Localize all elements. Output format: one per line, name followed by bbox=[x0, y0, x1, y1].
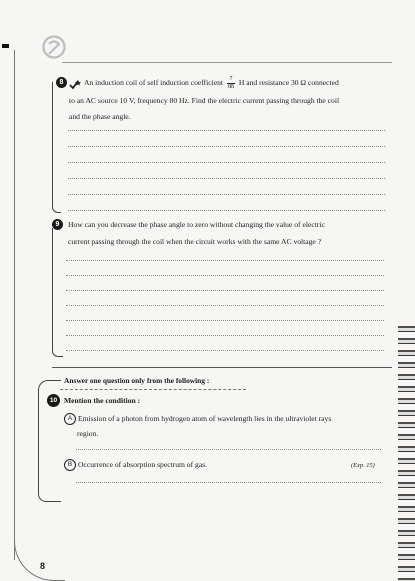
answer-line bbox=[66, 290, 384, 291]
option-b-source: (Exp. 15) bbox=[351, 462, 375, 469]
page-number: 8 bbox=[40, 561, 46, 571]
q8-line2: to an AC source 10 V, frequency 80 Hz. Find the electric current passing through the coil bbox=[69, 96, 340, 105]
q8-text-after-fraction: H and resistance 30 Ω connected bbox=[238, 78, 339, 87]
q8-line1 bbox=[84, 75, 339, 91]
answer-line bbox=[66, 260, 384, 261]
q8-line3: and the phase angle. bbox=[69, 112, 131, 121]
answer-line bbox=[66, 320, 384, 321]
q8-frame bbox=[52, 82, 61, 213]
answer-line bbox=[76, 449, 381, 450]
page-frame-left bbox=[14, 50, 15, 560]
answer-line bbox=[66, 350, 384, 351]
q8-number-badge: 8 bbox=[56, 77, 67, 88]
section-heading: Answer one question only from the following : bbox=[64, 376, 210, 385]
corner-mark bbox=[2, 44, 9, 48]
q10-option-b bbox=[64, 457, 207, 473]
option-a-line1: Emission of a photon from hydrogen atom of wavelength lies in the ultraviolet rays bbox=[78, 414, 332, 423]
section-divider bbox=[52, 367, 392, 368]
q8-text-before-fraction: An induction coil of self induction coefficient bbox=[84, 78, 224, 87]
q10-title: Mention the condition : bbox=[64, 396, 141, 405]
answer-line bbox=[68, 162, 385, 163]
q10-number-badge: 10 bbox=[47, 394, 60, 407]
q9-line1: How can you decrease the phase angle to zero without changing the value of electric bbox=[68, 220, 325, 229]
answer-line bbox=[66, 335, 384, 336]
option-b-text: Occurrence of absorption spectrum of gas. bbox=[78, 460, 208, 469]
option-a-marker: A bbox=[64, 413, 76, 425]
fraction-denominator: 88 bbox=[227, 83, 234, 90]
binding-edge bbox=[398, 320, 415, 581]
book-logo-icon bbox=[41, 34, 67, 65]
fraction-numerator: 7 bbox=[227, 76, 235, 84]
answer-line bbox=[68, 178, 385, 179]
top-rule bbox=[62, 62, 392, 63]
answer-line bbox=[68, 210, 385, 211]
answer-line bbox=[66, 275, 384, 276]
answer-line bbox=[66, 305, 384, 306]
q9-frame bbox=[52, 228, 63, 357]
answer-line bbox=[76, 482, 381, 483]
q9-line2: current passing through the coil when the circuit works with the same AC voltage ? bbox=[68, 237, 322, 246]
fraction bbox=[227, 76, 235, 91]
section-heading-underline bbox=[60, 389, 246, 390]
answer-line bbox=[68, 146, 385, 147]
answer-line bbox=[68, 130, 385, 131]
option-a-line2: region. bbox=[77, 429, 99, 438]
q9-number-badge: 9 bbox=[52, 219, 63, 230]
q10-option-a bbox=[64, 411, 331, 427]
option-b-marker: B bbox=[64, 459, 76, 471]
answer-line bbox=[68, 194, 385, 195]
